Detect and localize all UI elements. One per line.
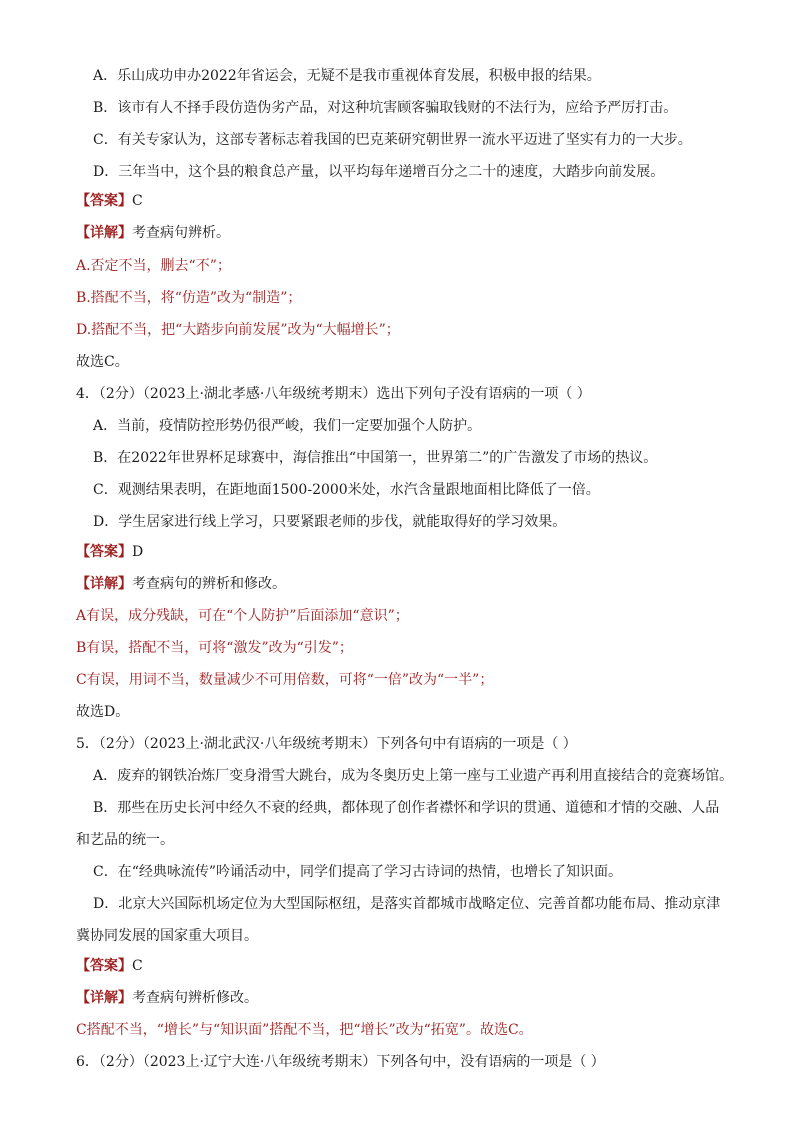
q3-option-c: C．有关专家认为，这部专著标志着我国的巴克莱研究朝世界一流水平迈进了坚实有力的一大步。 xyxy=(93,132,692,148)
q3-note-d: D.搭配不当，把“大踏步向前发展”改为“大幅增长”； xyxy=(76,322,400,338)
q4-option-a: A．当前，疫情防控形势仍很严峻，我们一定要加强个人防护。 xyxy=(93,418,482,434)
q5-option-c: C．在“经典咏流传”吟诵活动中，同学们提高了学习古诗词的热情，也增长了知识面。 xyxy=(93,864,623,880)
q4-conclusion: 故选D。 xyxy=(76,704,130,720)
q3-option-a: A．乐山成功申办2022年省运会，无疑不是我市重视体育发展，积极申报的结果。 xyxy=(93,68,601,84)
q3-option-b: B．该市有人不择手段仿造伪劣产品，对这种坑害顾客骗取钱财的不法行为，应给予严厉打击。 xyxy=(93,100,678,116)
q5-option-a: A．废弃的钢铁冶炼厂变身滑雪大跳台，成为冬奥历史上第一座与工业遗产再利用直接结合的竞赛场馆。 xyxy=(93,768,734,784)
q5-note: C搭配不当，“增长”与“知识面”搭配不当，把“增长”改为“拓宽”。故选C。 xyxy=(76,1022,533,1038)
q5-option-b-cont: 和艺品的统一。 xyxy=(76,832,174,848)
q4-detail-line xyxy=(76,574,286,594)
q3-answer: C xyxy=(132,193,143,209)
q5-detail-tag: 【详解】 xyxy=(76,990,132,1006)
q4-detail-tag: 【详解】 xyxy=(76,576,132,592)
q5-stem: 5．（2分）（2023上·湖北武汉·八年级统考期末）下列各句中有语病的一项是（ ） xyxy=(76,736,577,752)
q5-answer-tag: 【答案】 xyxy=(76,958,132,974)
q3-answer-line xyxy=(76,191,143,211)
q4-option-d: D．学生居家进行线上学习，只要紧跟老师的步伐，就能取得好的学习效果。 xyxy=(93,514,567,530)
q4-option-c: C．观测结果表明，在距地面1500-2000米处，水汽含量跟地面相比降低了一倍。 xyxy=(93,482,600,498)
q4-answer-tag: 【答案】 xyxy=(76,544,132,560)
q3-conclusion: 故选C。 xyxy=(76,354,129,370)
q6-stem: 6．（2分）（2023上·辽宁大连·八年级统考期末）下列各句中，没有语病的一项是（ ） xyxy=(76,1054,605,1070)
q5-detail-line xyxy=(76,988,258,1008)
q3-note-a: A.否定不当，删去“不”； xyxy=(76,258,231,274)
q5-option-d: D．北京大兴国际机场定位为大型国际枢纽，是落实首都城市战略定位、完善首都功能布局、推动京津 xyxy=(93,896,721,912)
q4-note-a: A有误，成分残缺，可在“个人防护”后面添加“意识”； xyxy=(76,608,409,624)
q4-option-b: B．在2022年世界杯足球赛中，海信推出“中国第一，世界第二”的广告激发了市场的热议。 xyxy=(93,450,658,466)
q4-note-b: B有误，搭配不当，可将“激发”改为“引发”； xyxy=(76,640,353,656)
q5-option-b: B．那些在历史长河中经久不衰的经典，都体现了创作者襟怀和学识的贯通、道德和才情的交融、人品 xyxy=(93,800,720,816)
q3-detail: 考查病句辨析。 xyxy=(132,225,230,241)
q3-answer-tag: 【答案】 xyxy=(76,193,132,209)
q3-detail-tag: 【详解】 xyxy=(76,225,132,241)
q4-stem: 4．（2分）（2023上·湖北孝感·八年级统考期末）选出下列句子没有语病的一项（ ） xyxy=(76,386,591,402)
q4-detail: 考查病句的辨析和修改。 xyxy=(132,576,286,592)
q5-answer: C xyxy=(132,958,143,974)
q3-note-b: B.搭配不当，将“仿造”改为“制造”； xyxy=(76,290,302,306)
q4-note-c: C有误，用词不当，数量减少不可用倍数，可将“一倍”改为“一半”； xyxy=(76,672,494,688)
q4-answer-line xyxy=(76,542,143,562)
q4-answer: D xyxy=(132,544,144,560)
q5-option-d-cont: 冀协同发展的国家重大项目。 xyxy=(76,928,258,944)
q3-detail-line xyxy=(76,223,230,243)
q5-answer-line xyxy=(76,956,143,976)
q3-option-d: D．三年当中，这个县的粮食总产量，以平均每年递增百分之二十的速度，大踏步向前发展。 xyxy=(93,164,665,180)
q5-detail: 考查病句辨析修改。 xyxy=(132,990,258,1006)
